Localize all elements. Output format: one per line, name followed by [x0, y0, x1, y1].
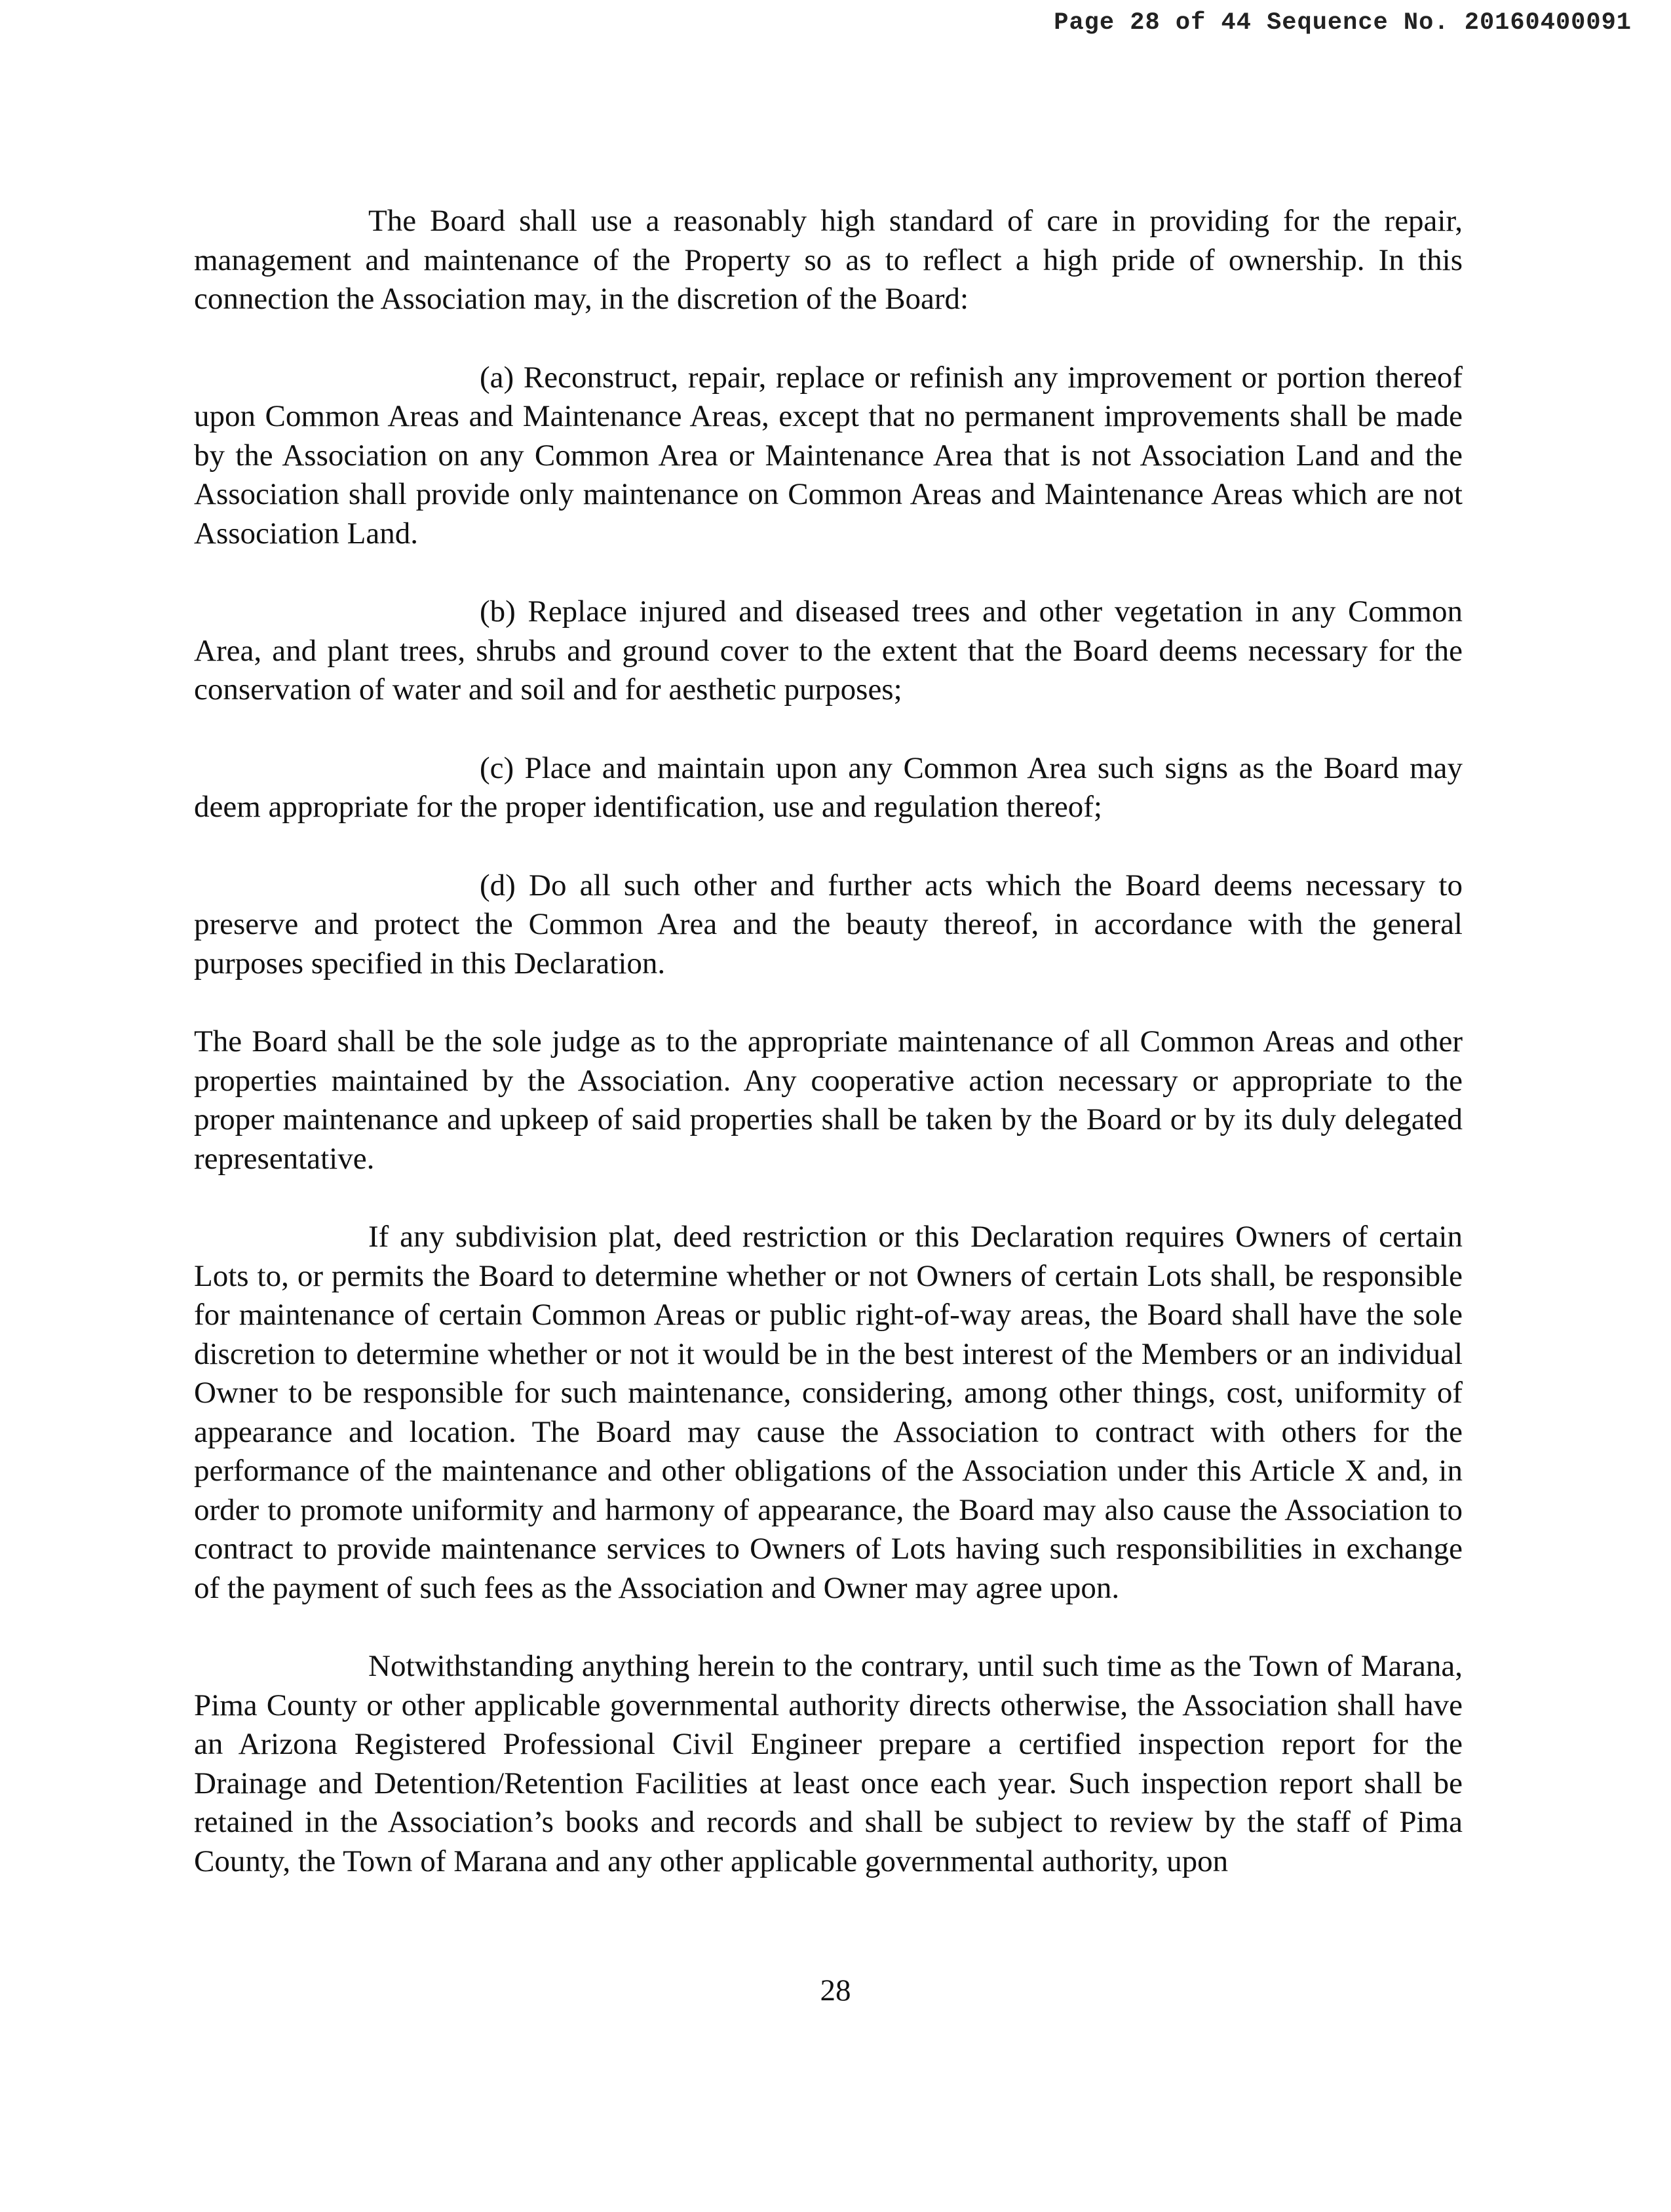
paragraph-subdivision-plat: If any subdivision plat, deed restriction or this Declaration requires Owners of certain Lots to, or permits the Board to determine whether or not Owners of certain Lots shall, be responsible for maintenance of certain Common Areas or public right-of-way areas, the Board shall have the sole discretion to determine whether or not it would be in the best interest of the Members or an individual Owner to be responsible for such maintenance, considering, among other things, cost, uniformity of appearance and location. The Board may cause the Association to contract with others for the performance of the maintenance and other obligations of the Association under this Article X and, in order to promote uniformity and harmony of appearance, the Board may also cause the Association to contract to provide maintenance services to Owners of Lots having such responsibilities in exchange of the payment of such fees as the Association and Owner may agree upon.	[194, 1220, 1463, 1605]
paragraph-board-sole-judge: The Board shall be the sole judge as to the appropriate maintenance of all Common Areas and other properties maintained by the Association. Any cooperative action necessary or appropriate to the proper maintenance and upkeep of said properties shall be taken by the Board or by its duly delegated representative.	[194, 1024, 1463, 1176]
page-number: 28	[820, 1973, 851, 2008]
paragraph-item-d-other-acts: (d) Do all such other and further acts which the Board deems necessary to preserve and protect the Common Area and the beauty thereof, in accordance with the general purposes specified in this Declaration.	[194, 868, 1463, 980]
paragraph-item-a-reconstruct: (a) Reconstruct, repair, replace or refinish any improvement or portion thereof upon Common Areas and Maintenance Areas, except that no permanent improvements shall be made by the Association on any Common Area or Maintenance Area that is not Association Land and the Association shall provide only maintenance on Common Areas and Maintenance Areas which are not Association Land.	[194, 360, 1463, 551]
paragraph-notwithstanding-inspection: Notwithstanding anything herein to the contrary, until such time as the Town of Marana, Pima County or other applicable governmental authority directs otherwise, the Association shall have an Arizona Registered Professional Civil Engineer prepare a certified inspection report for the Drainage and Detention/Retention Facilities at least once each year. Such inspection report shall be retained in the Association’s books and records and shall be subject to review by the staff of Pima County, the Town of Marana and any other applicable governmental authority, upon	[194, 1649, 1463, 1878]
document-body	[194, 202, 1463, 1920]
page-sequence-stamp: Page 28 of 44 Sequence No. 20160400091	[1054, 9, 1632, 37]
paragraph-board-standard-of-care: The Board shall use a reasonably high standard of care in providing for the repair, management and maintenance of the Property so as to reflect a high pride of ownership. In this connection the Association may, in the discretion of the Board:	[194, 204, 1463, 316]
paragraph-item-c-signs: (c) Place and maintain upon any Common Area such signs as the Board may deem appropriate for the proper identification, use and regulation thereof;	[194, 750, 1463, 824]
paragraph-item-b-replace-trees: (b) Replace injured and diseased trees and other vegetation in any Common Area, and plant trees, shrubs and ground cover to the extent that the Board deems necessary for the conservation of water and soil and for aesthetic purposes;	[194, 594, 1463, 707]
